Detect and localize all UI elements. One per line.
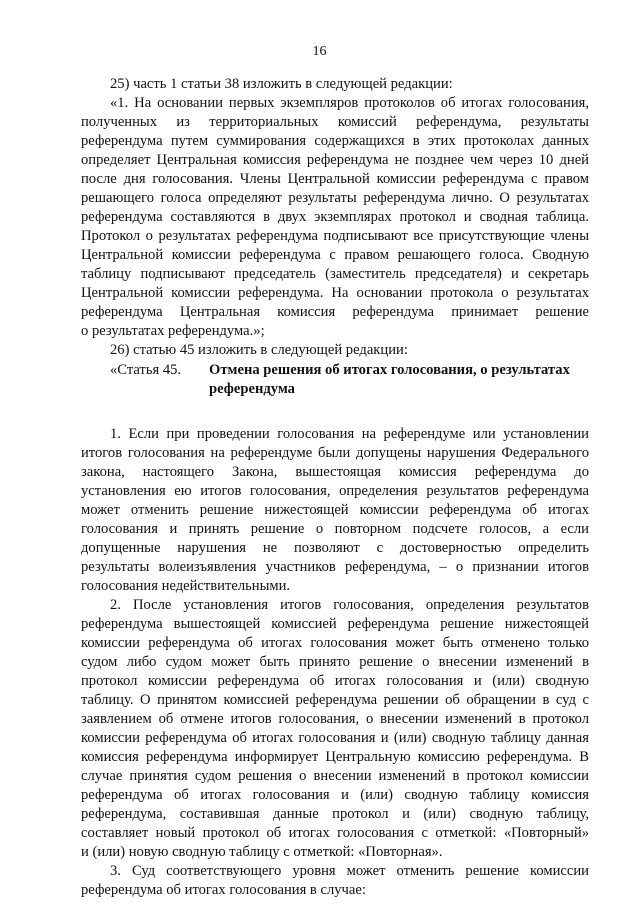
text-line: 1. Если при проведении голосования на референдуме или установлении — [110, 426, 589, 442]
text-line: 26) статью 45 изложить в следующей редакции: — [110, 342, 408, 358]
text-line: комиссии референдума об итогах голосования может быть отменено только — [81, 635, 589, 651]
text-line: голосования и принять решение о повторном подсчете голосов, а если — [81, 521, 589, 537]
text-line: референдума составляются в двух экземплярах протокол и сводная таблица. — [81, 209, 589, 225]
text-line: Центральной комиссии референдума с правом решающего голоса. Сводную — [81, 247, 589, 263]
text-line: Протокол о результатах референдума подписывают все присутствующие члены — [81, 228, 589, 244]
text-line: комиссии референдума об итогах голосования и (или) сводную таблицу данная — [81, 730, 589, 746]
text-line: 3. Суд соответствующего уровня может отменить решение комиссии — [110, 863, 589, 879]
text-line: полученных из территориальных комиссий референдума, результаты — [81, 114, 589, 130]
text-line: определяет Центральная комиссия референдума не позднее чем через 10 дней — [81, 152, 589, 168]
text-line: голосования недействительными. — [81, 578, 291, 594]
text-line: после дня голосования. Члены Центральной комиссии референдума с правом — [81, 171, 589, 187]
text-line: и (или) новую сводную таблицу с отметкой: «Повторная». — [81, 844, 443, 860]
text-line: Центральной комиссии референдума. На основании протокола о результатах — [81, 285, 589, 301]
text-line: составляет новый протокол об итогах голосования с отметкой: «Повторный» — [81, 825, 589, 841]
text-line: референдума Центральная комиссия референдума принимает решение — [81, 304, 589, 320]
text-line: таблицу. О принятом комиссией референдума решении об обращении в суд с — [81, 692, 589, 708]
article-label: «Статья 45. — [110, 362, 182, 378]
text-line: закона, настоящего Закона, вышестоящая комиссия референдума до — [81, 464, 589, 480]
text-line: случае принятия судом решения о внесении изменений в протокол комиссии — [81, 768, 589, 784]
text-line: референдума об итогах голосования и (или) сводную таблицу комиссия — [81, 787, 589, 803]
article-title: Отмена решения об итогах голосования, о результатах — [209, 362, 570, 378]
text-line: референдума вышестоящей комиссией референдума решение нижестоящей — [81, 616, 589, 632]
text-line: «1. На основании первых экземпляров протоколов об итогах голосования, — [110, 95, 589, 111]
text-line: итогов голосования на референдуме были допущены нарушения Федерального — [81, 445, 589, 461]
text-line: референдума путем суммирования содержащихся в этих протоколах данных — [81, 133, 589, 149]
text-line: решающего голоса определяют результаты референдума лично. О результатах — [81, 190, 589, 206]
text-line: может отменить решение нижестоящей комиссии референдума об итогах — [81, 502, 589, 518]
text-line: референдума, составившая данные протокол и (или) сводную таблицу, — [81, 806, 589, 822]
text-line: результаты волеизъявления участников референдума, – о признании итогов — [81, 559, 589, 575]
article-title: референдума — [209, 381, 295, 397]
text-line: протокол комиссии референдума об итогах голосования и (или) сводную — [81, 673, 589, 689]
text-line: о результатах референдума.»; — [81, 323, 265, 339]
text-line: заявлением об отмене итогов голосования, о внесении изменений в протокол — [81, 711, 589, 727]
text-line: судом либо судом может быть принято решение о внесении изменений в — [81, 654, 589, 670]
page-number: 16 — [312, 44, 327, 59]
text-line: допущенные нарушения не позволяют с достоверностью определить — [81, 540, 589, 556]
text-line: референдума об итогах голосования в случае: — [81, 882, 366, 898]
text-line: таблицу подписывают председатель (заместитель председателя) и секретарь — [81, 266, 589, 282]
text-line: комиссия референдума информирует Центральную комиссию референдума. В — [81, 749, 589, 765]
text-line: 25) часть 1 статьи 38 изложить в следующей редакции: — [110, 76, 453, 92]
text-line: 2. После установления итогов голосования, определения результатов — [110, 597, 589, 613]
text-line: установления ею итогов голосования, определения результатов референдума — [81, 483, 589, 499]
